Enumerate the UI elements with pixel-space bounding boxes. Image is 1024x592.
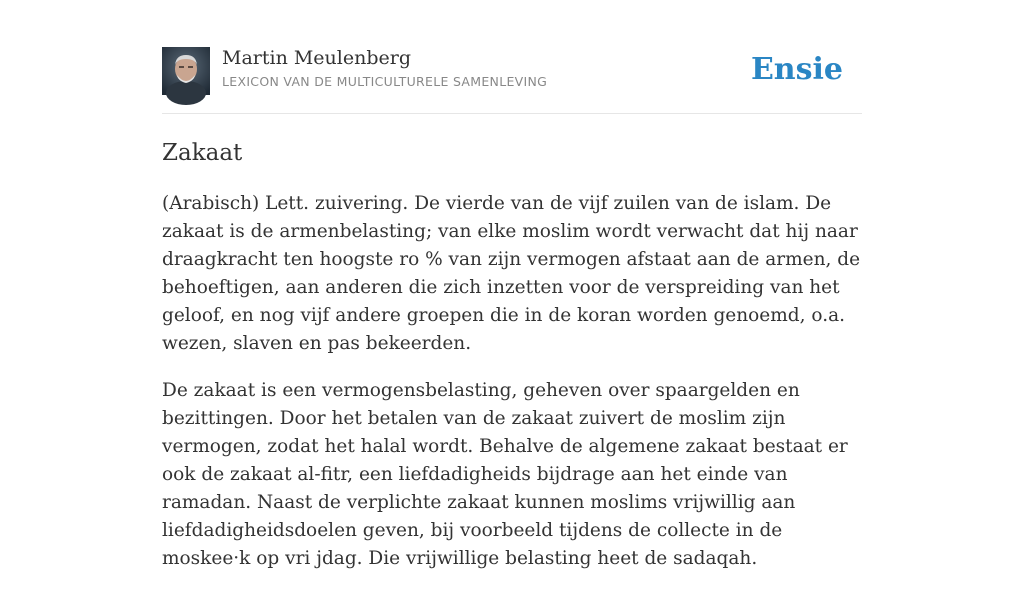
article-paragraph: De zakaat is een vermogensbelasting, geheven over spaargelden en bezittingen. Door het betalen van de zakaat zuivert de moslim zijn vermogen, zodat het halal wordt. Behalve de algemene zakaat bestaat er ook de zakaat al-fitr, een liefdadigheids bijdrage aan het einde van ramadan. Naast de verplichte zakaat kunnen moslims vrijwillig aan liefdadigheidsdoelen geven, bij voorbeeld tijdens de collecte in de moskee·k op vri jdag. Die vrijwillige belasting heet de sadaqah. bbox=[162, 380, 848, 569]
header-divider bbox=[162, 113, 862, 114]
author-name[interactable]: Martin Meulenberg bbox=[222, 47, 411, 69]
article-title: Zakaat bbox=[162, 140, 243, 166]
author-portrait-icon bbox=[162, 47, 210, 95]
article-paragraph: (Arabisch) Lett. zuivering. De vierde van de vijf zuilen van de islam. De zakaat is de armenbelasting; van elke moslim wordt verwacht dat hij naar draagkracht ten hoogste ro % van zijn vermogen afstaat aan de armen, de behoeftigen, aan anderen die zich inzetten voor de verspreiding van het geloof, en nog vijf andere groepen die in de koran worden genoemd, o.a. wezen, slaven en pas bekeerden. bbox=[162, 193, 861, 354]
author-avatar[interactable] bbox=[162, 47, 210, 95]
publication-name[interactable]: LEXICON VAN DE MULTICULTURELE SAMENLEVING bbox=[222, 74, 548, 89]
article-body bbox=[162, 190, 862, 592]
article-header bbox=[162, 46, 862, 96]
ensie-logo[interactable]: Ensie bbox=[750, 52, 843, 87]
